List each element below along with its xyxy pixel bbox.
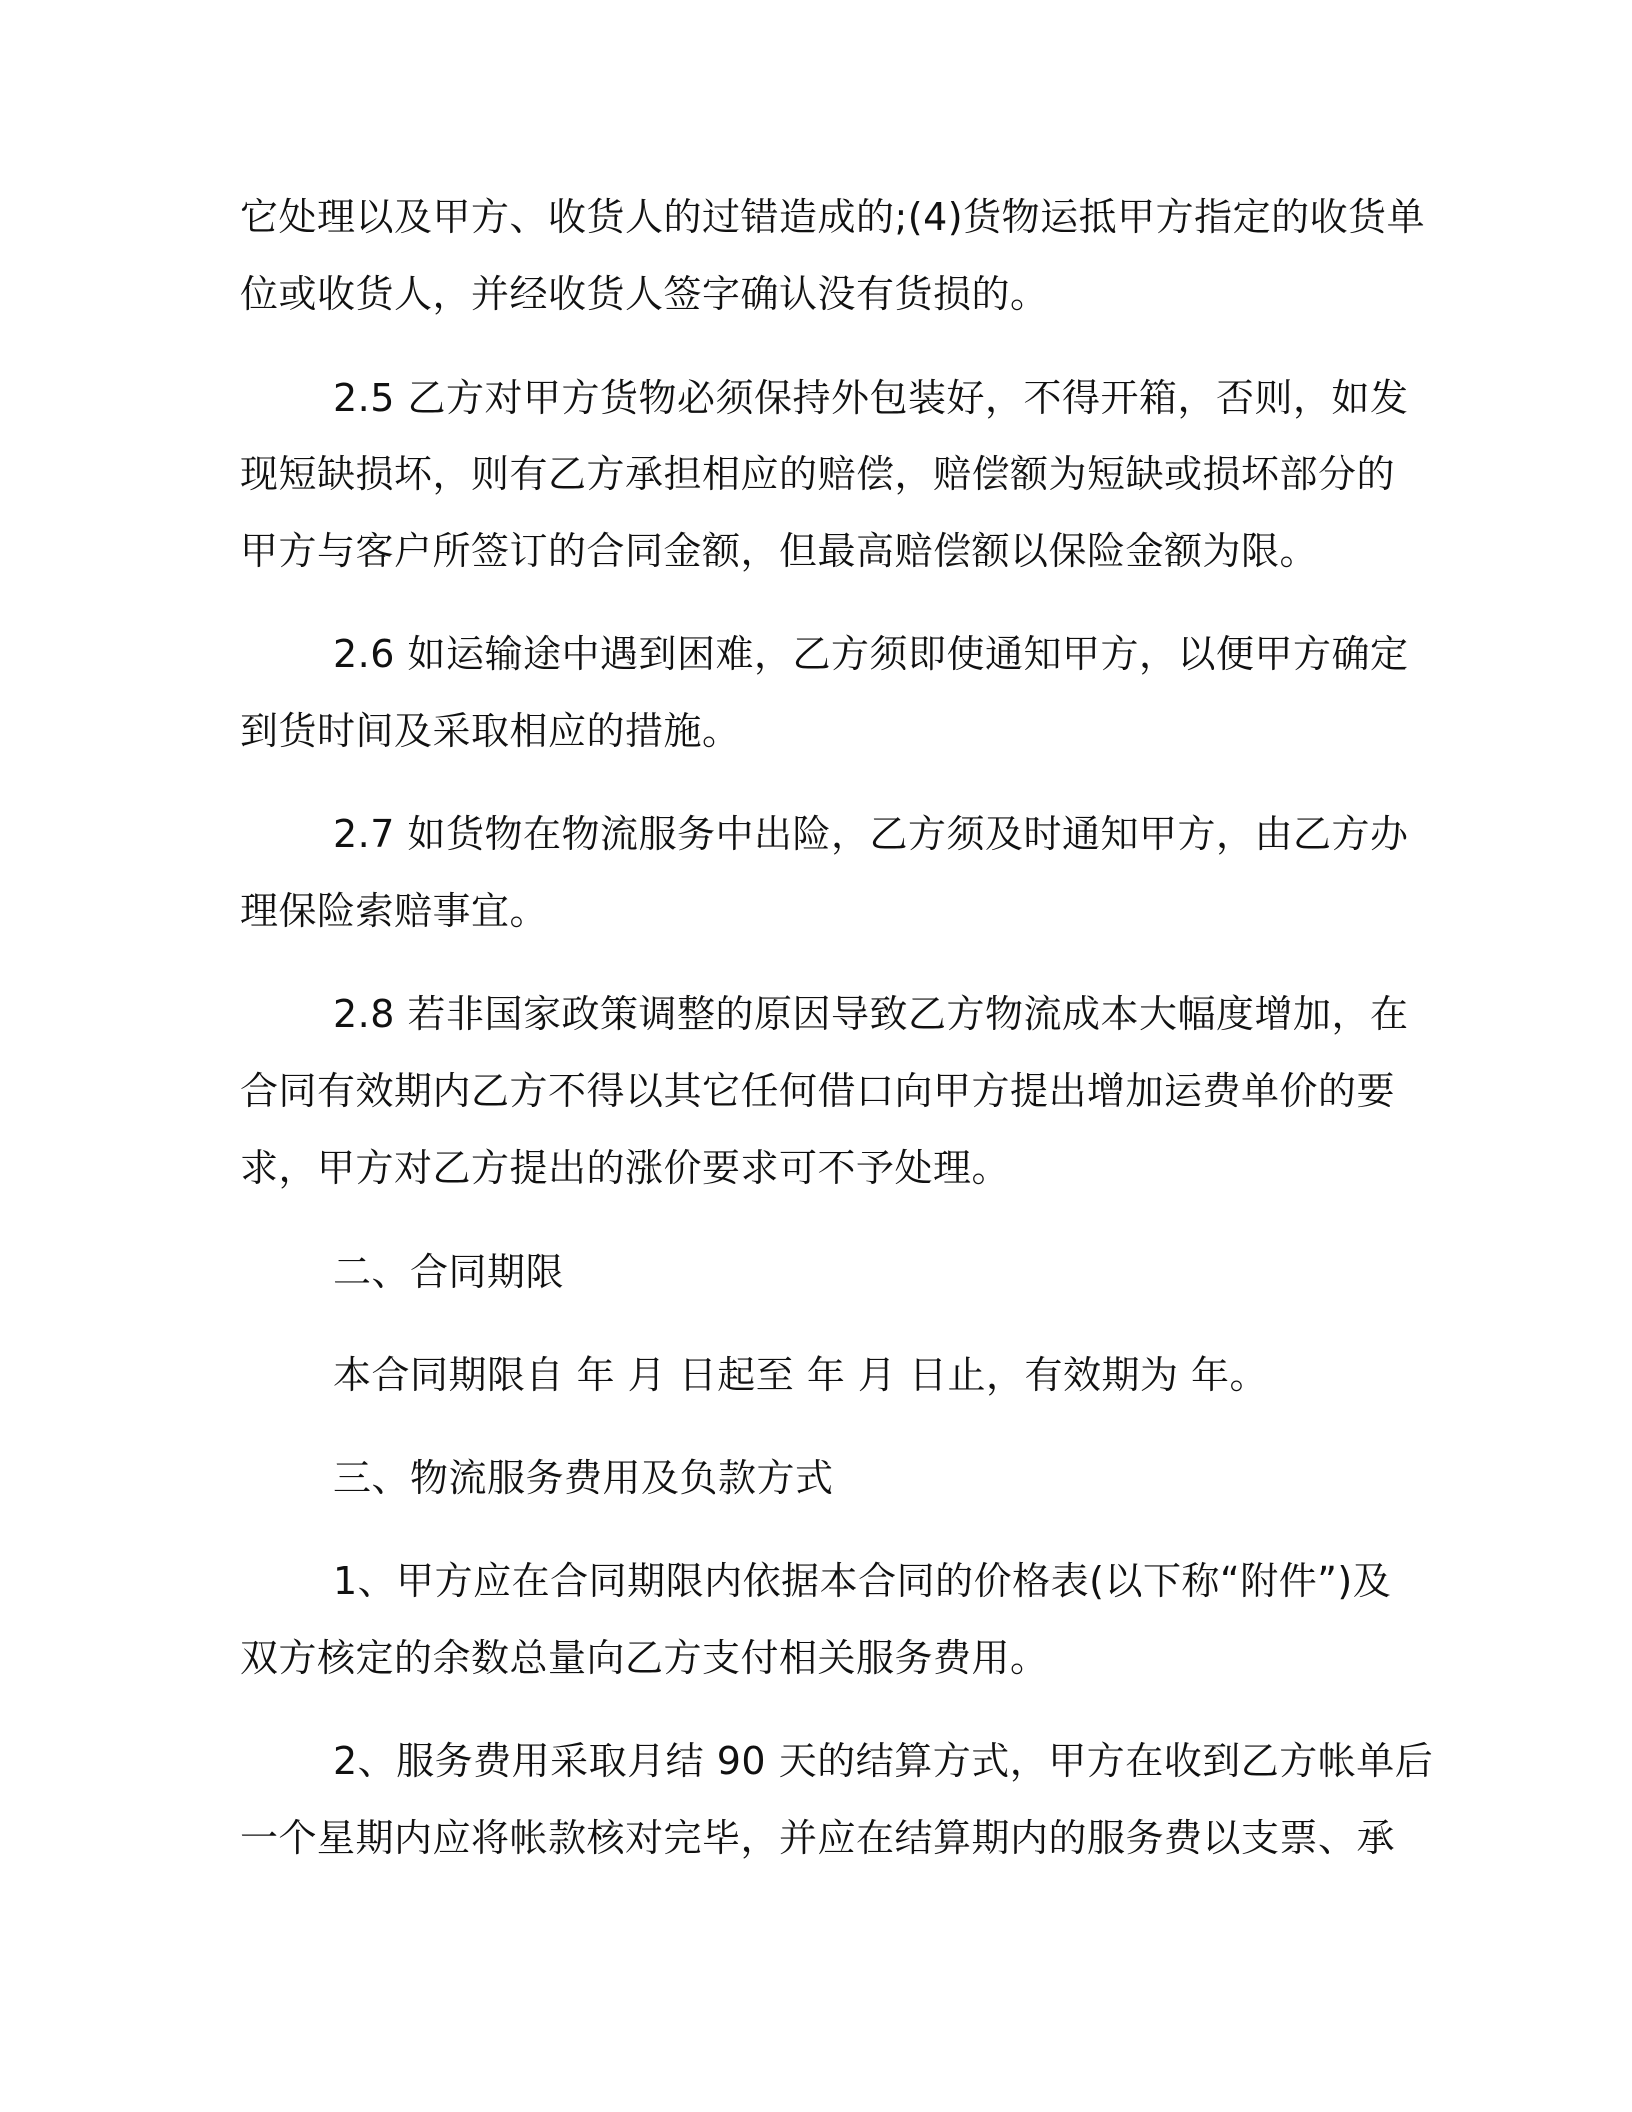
clause-2-8: 2.8 若非国家政策调整的原因导致乙方物流成本大幅度增加，在 (333, 992, 1409, 1036)
text-line: 甲方与客户所签订的合同金额，但最高赔偿额以保险金额为限。 (240, 529, 1319, 573)
payment-item-1: 1、甲方应在合同期限内依据本合同的价格表(以下称“附件”)及 (333, 1559, 1392, 1603)
text-line: 到货时间及采取相应的措施。 (240, 709, 741, 753)
text-line: 双方核定的余数总量向乙方支付相关服务费用。 (240, 1636, 1049, 1680)
section-heading-fees-payment: 三、物流服务费用及负款方式 (333, 1456, 834, 1500)
text-line: 它处理以及甲方、收货人的过错造成的;(4)货物运抵甲方指定的收货单 (240, 195, 1426, 239)
text-line: 位或收货人，并经收货人签字确认没有货损的。 (240, 272, 1049, 316)
text-line: 一个星期内应将帐款核对完毕，并应在结算期内的服务费以支票、承 (240, 1816, 1396, 1860)
clause-2-7: 2.7 如货物在物流服务中出险，乙方须及时通知甲方，由乙方办 (333, 812, 1409, 856)
text-line: 求，甲方对乙方提出的涨价要求可不予处理。 (240, 1146, 1011, 1190)
clause-2-5: 2.5 乙方对甲方货物必须保持外包装好，不得开箱，否则，如发 (333, 376, 1409, 420)
payment-item-2: 2、服务费用采取月结 90 天的结算方式，甲方在收到乙方帐单后 (333, 1739, 1434, 1783)
clause-2-6: 2.6 如运输途中遇到困难，乙方须即使通知甲方，以便甲方确定 (333, 632, 1409, 676)
text-line: 合同有效期内乙方不得以其它任何借口向甲方提出增加运费单价的要 (240, 1069, 1396, 1113)
text-line: 理保险索赔事宜。 (240, 889, 549, 933)
section-heading-contract-term: 二、合同期限 (333, 1250, 565, 1294)
text-line: 现短缺损坏，则有乙方承担相应的赔偿，赔偿额为短缺或损坏部分的 (240, 452, 1396, 496)
contract-term-text: 本合同期限自 年 月 日起至 年 月 日止，有效期为 年。 (333, 1353, 1269, 1397)
